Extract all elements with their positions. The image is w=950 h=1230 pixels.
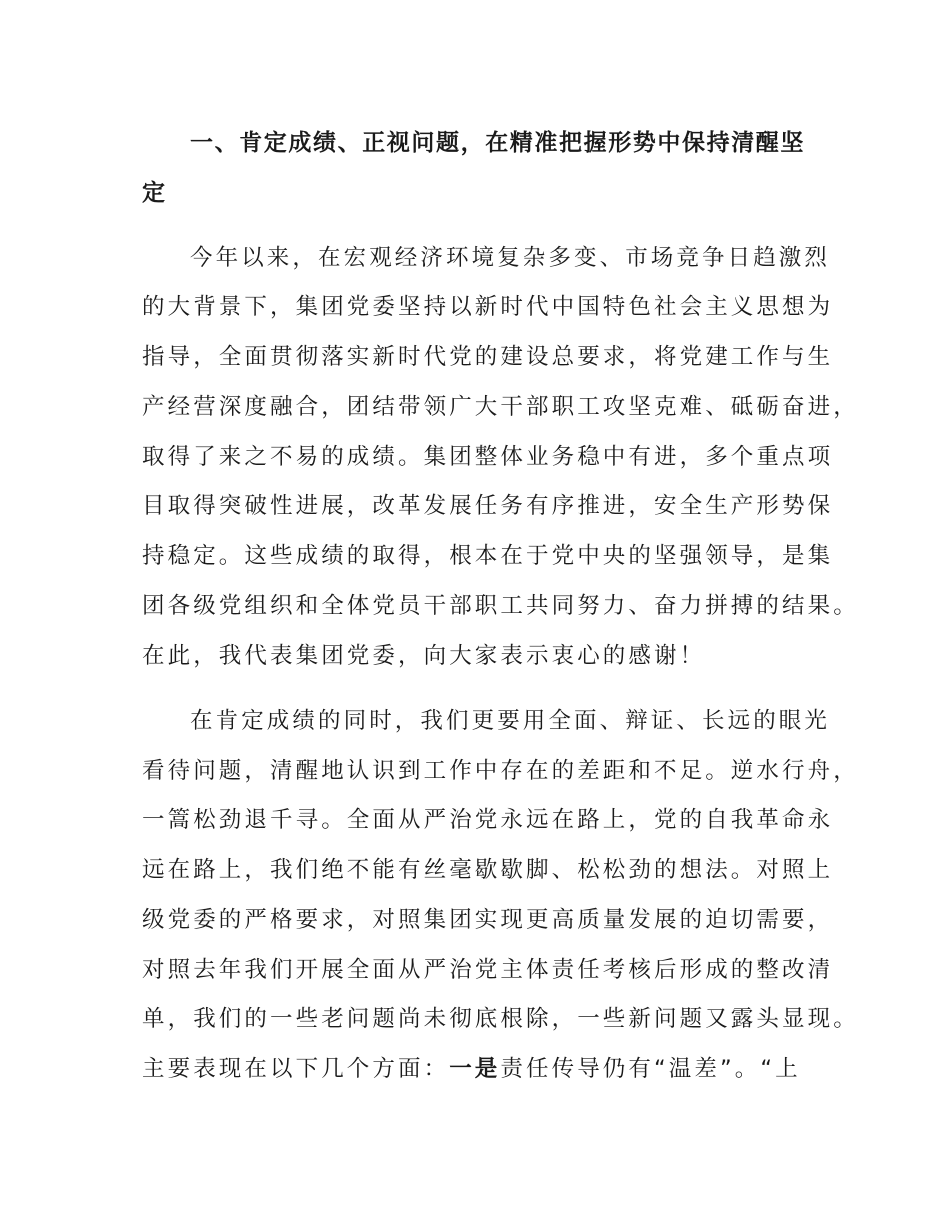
paragraph-2-last-line <box>142 1054 801 1084</box>
section-heading-line-1: 一、肯定成绩、正视问题，在精准把握形势中保持清醒坚 <box>190 130 805 156</box>
paragraph-1-line: 在此，我代表集团党委，向大家表示衷心的感谢！ <box>142 643 706 669</box>
paragraph-1-line: 今年以来，在宏观经济环境复杂多变、市场竞争日趋激烈 <box>190 245 831 271</box>
paragraph-1-line: 的大背景下，集团党委坚持以新时代中国特色社会主义思想为 <box>142 294 834 320</box>
paragraph-2-line: 级党委的严格要求，对照集团实现更高质量发展的迫切需要， <box>142 907 834 933</box>
last-line-prefix: 主要表现在以下几个方面： <box>142 1056 450 1082</box>
paragraph-2-line: 一篙松劲退千寻。全面从严治党永远在路上，党的自我革命永 <box>142 807 834 833</box>
paragraph-2-line: 对照去年我们开展全面从严治党主体责任考核后形成的整改清 <box>142 957 834 983</box>
paragraph-1-line: 取得了来之不易的成绩。集团整体业务稳中有进，多个重点项 <box>142 444 834 470</box>
last-line-bold-marker: 一是 <box>449 1056 501 1082</box>
paragraph-1-line: 指导，全面贯彻落实新时代党的建设总要求，将党建工作与生 <box>142 344 834 370</box>
paragraph-1-line: 团各级党组织和全体党员干部职工共同努力、奋力拼搏的结果。 <box>142 593 859 619</box>
paragraph-2-line: 看待问题，清醒地认识到工作中存在的差距和不足。逆水行舟， <box>142 758 859 784</box>
paragraph-2-line: 在肯定成绩的同时，我们更要用全面、辩证、长远的眼光 <box>190 708 831 734</box>
paragraph-1-line: 产经营深度融合，团结带领广大干部职工攻坚克难、砥砺奋进， <box>142 394 859 420</box>
paragraph-2-line: 远在路上，我们绝不能有丝毫歇歇脚、松松劲的想法。对照上 <box>142 857 834 883</box>
section-heading-line-2: 定 <box>142 180 167 206</box>
last-line-suffix: 责任传导仍有“温差”。“上 <box>500 1056 801 1082</box>
paragraph-2-line: 单，我们的一些老问题尚未彻底根除，一些新问题又露头显现。 <box>142 1006 859 1032</box>
paragraph-1-line: 持稳定。这些成绩的取得，根本在于党中央的坚强领导，是集 <box>142 543 834 569</box>
paragraph-1-line: 目取得突破性进展，改革发展任务有序推进，安全生产形势保 <box>142 493 834 519</box>
